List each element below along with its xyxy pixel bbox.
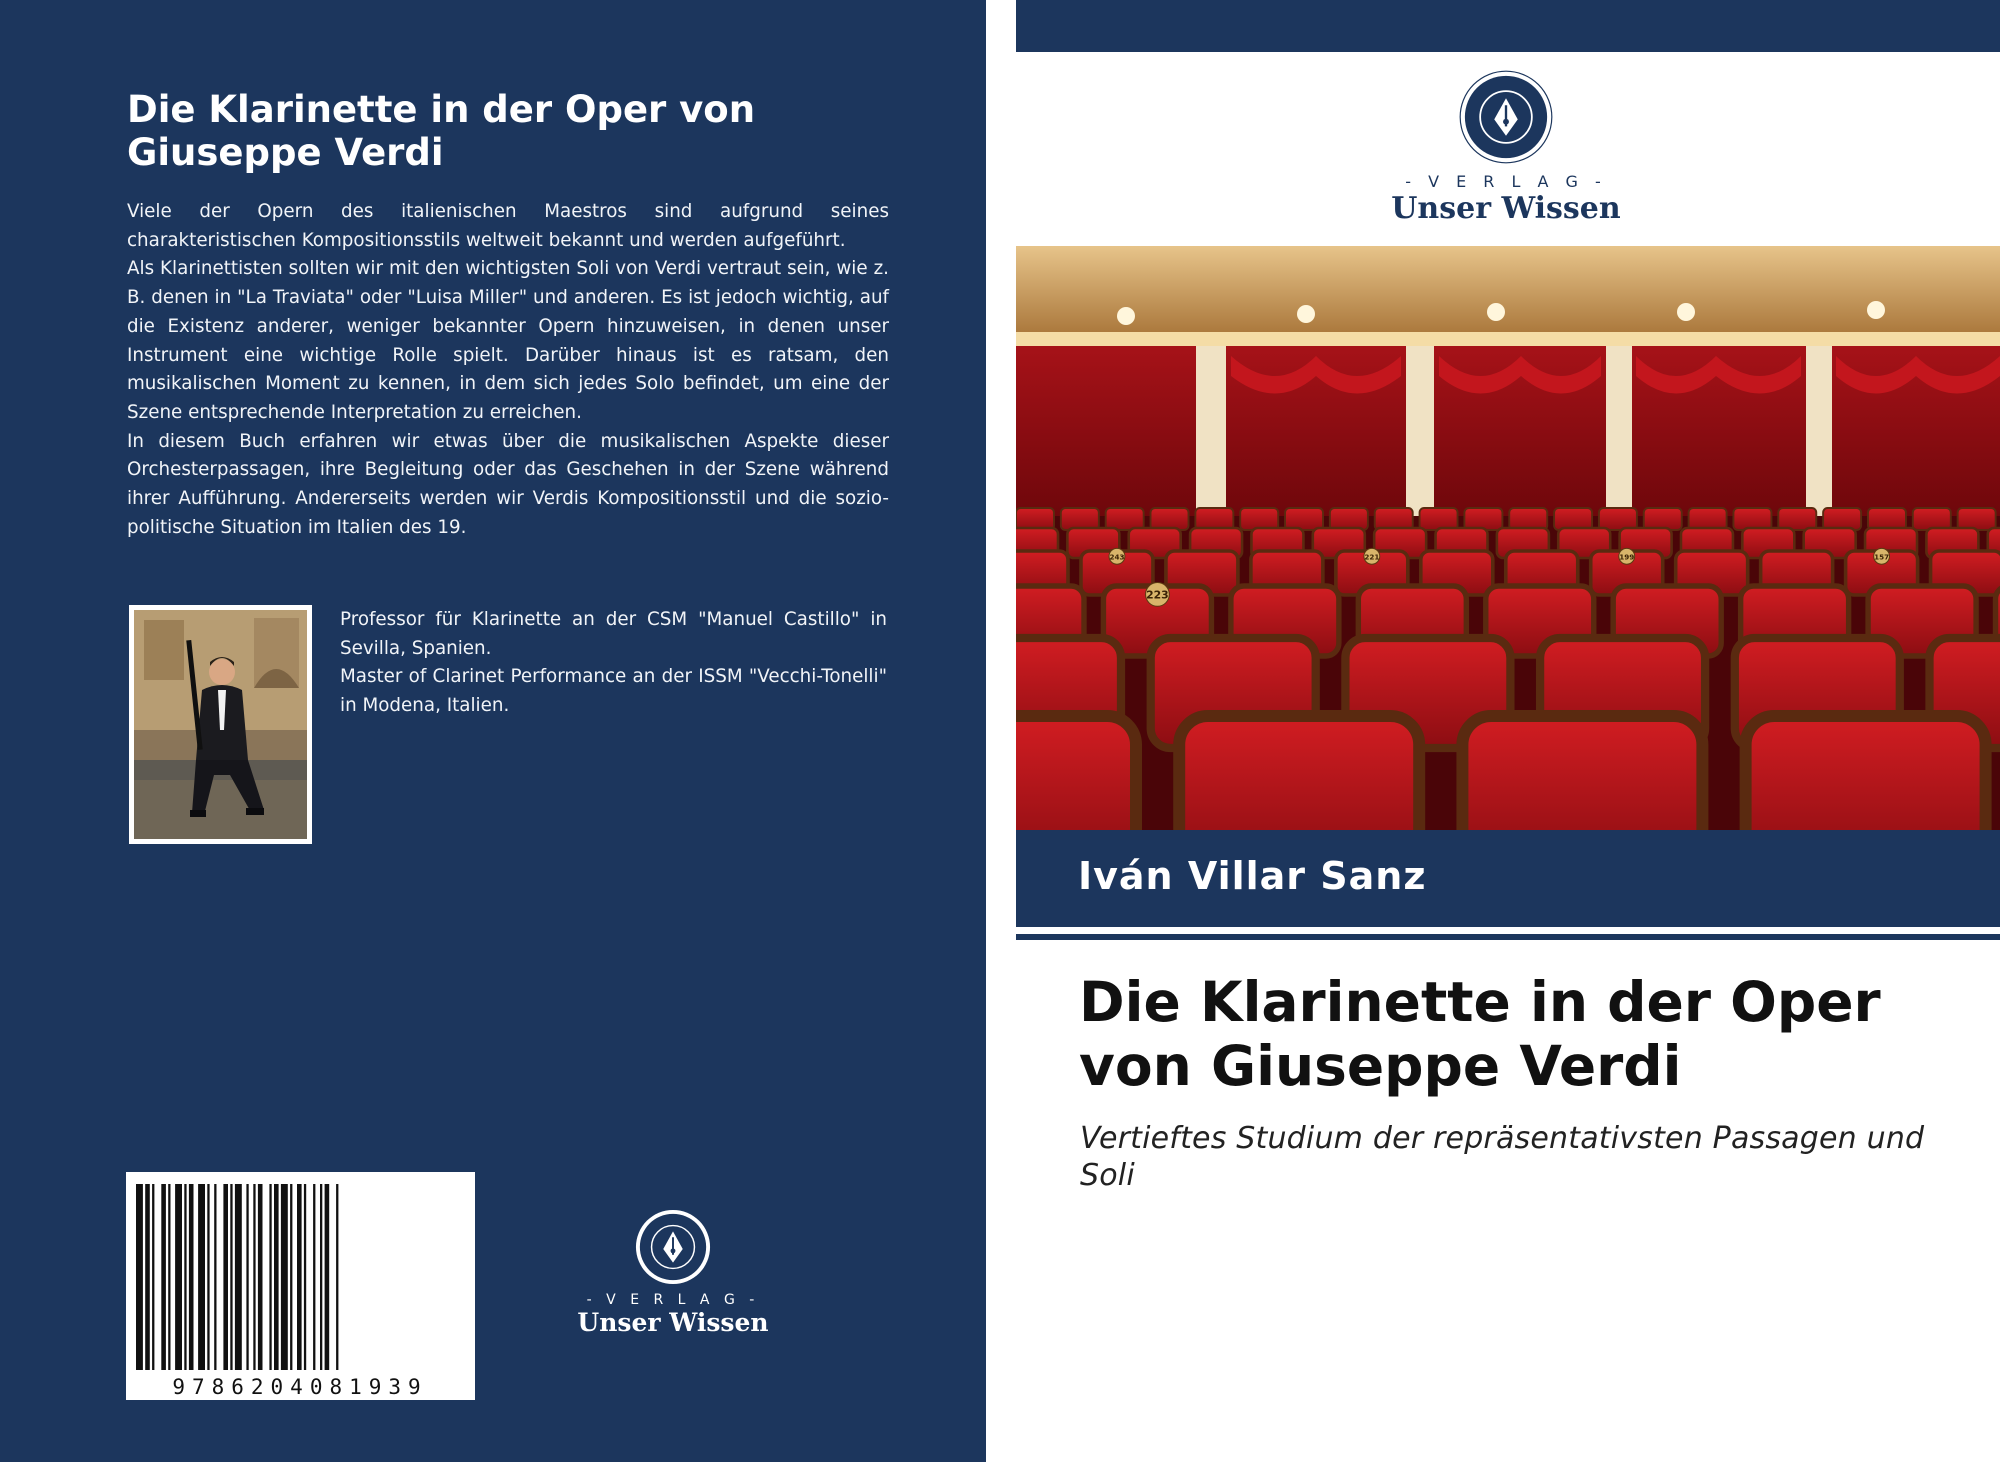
barcode-bar — [230, 1184, 232, 1370]
isbn-number: 9786204081939 — [172, 1375, 428, 1399]
theater-seat — [1462, 716, 1702, 830]
publisher-logo-back — [560, 1208, 786, 1337]
barcode-bar — [189, 1184, 194, 1370]
theater-seat — [1179, 716, 1419, 830]
publisher-logo-front — [1356, 70, 1656, 226]
author-photo — [129, 605, 312, 844]
back-cover-blurb — [127, 198, 889, 542]
author-band — [1016, 830, 2000, 927]
barcode-bar — [198, 1184, 205, 1370]
seat-number: 223 — [1146, 588, 1169, 602]
front-cover — [1016, 0, 2000, 1462]
seat-number: 157 — [1874, 552, 1890, 562]
divider-rule — [1016, 934, 2000, 940]
pen-nib-icon — [634, 1208, 712, 1286]
publisher-name: Unser Wissen — [577, 1308, 769, 1337]
barcode-bar — [313, 1184, 315, 1370]
barcode-bar — [325, 1184, 330, 1370]
barcode-bar — [336, 1184, 338, 1370]
barcode-bar — [274, 1184, 279, 1370]
bio-line: Professor für Klarinette an der CSM "Manuel Castillo" in Sevilla, Spanien. — [340, 609, 887, 659]
barcode-icon — [126, 1172, 475, 1400]
publisher-verlag-label: - V E R L A G - — [586, 1292, 760, 1308]
barcode-bar — [152, 1184, 154, 1370]
isbn-barcode — [126, 1172, 475, 1400]
barcode-bar — [269, 1184, 271, 1370]
barcode-bar — [258, 1184, 263, 1370]
bio-line: Master of Clarinet Performance an der ISSM "Vecchi-Tonelli" in Modena, Italien. — [340, 666, 887, 717]
blurb-paragraph: In diesem Buch erfahren wir etwas über die musikalischen Aspekte dieser Orchesterpassagen, ihre Begleitung oder das Geschehen in der Szene während ihrer Aufführung. Andererseits werden wir Verdis Kompositionsstil und die sozio-politische Situation im Italien des 19. — [127, 430, 889, 538]
barcode-bar — [320, 1184, 322, 1370]
blurb-paragraph: Viele der Opern des italienischen Maestros sind aufgrund seines charakteristischen Kompositionsstils weltweit bekannt und werden aufgeführt. — [127, 201, 889, 251]
back-cover-title: Die Klarinette in der Oper von Giuseppe Verdi — [127, 88, 756, 174]
blurb-paragraph: Als Klarinettisten sollten wir mit den wichtigsten Soli von Verdi vertraut sein, wie z. B. denen in "La Traviata" oder "Luisa Miller" und anderen. Es ist jedoch wichtig, auf die Existenz anderer, weniger bekannter Opern hinzuweisen, in denen unser Instrument eine wichtige Rolle spielt. Darüber hinaus ist es ratsam, den musikalischen Moment zu kennen, in dem sich jedes Solo befindet, um eine der Szene entsprechende Interpretation zu erreichen. — [127, 258, 889, 423]
barcode-bar — [304, 1184, 306, 1370]
author-name: Iván Villar Sanz — [1078, 854, 1427, 898]
barcode-bar — [290, 1184, 292, 1370]
publisher-name: Unser Wissen — [1391, 191, 1621, 226]
barcode-bar — [281, 1184, 288, 1370]
barcode-bar — [145, 1184, 150, 1370]
seat-number: 221 — [1364, 552, 1380, 562]
barcode-bar — [297, 1184, 302, 1370]
theater-seat — [1016, 716, 1136, 830]
theater-seat — [1746, 716, 1986, 830]
barcode-bar — [184, 1184, 186, 1370]
front-cover-title: Die Klarinette in der Oper von Giuseppe Verdi — [1079, 970, 1881, 1098]
barcode-bar — [214, 1184, 216, 1370]
pen-nib-icon — [1459, 70, 1553, 164]
barcode-bar — [253, 1184, 255, 1370]
barcode-bar — [223, 1184, 228, 1370]
barcode-bar — [161, 1184, 166, 1370]
author-bio — [340, 606, 887, 721]
back-cover — [0, 0, 986, 1462]
publisher-verlag-label: - V E R L A G - — [1405, 172, 1607, 191]
barcode-bar — [235, 1184, 242, 1370]
barcode-bar — [168, 1184, 170, 1370]
barcode-bar — [175, 1184, 182, 1370]
seat-number: 243 — [1109, 552, 1125, 562]
front-cover-subtitle: Vertieftes Studium der repräsentativsten Passagen und Soli — [1080, 1121, 1925, 1193]
barcode-bar — [246, 1184, 248, 1370]
barcode-bar — [207, 1184, 209, 1370]
barcode-bar — [136, 1184, 143, 1370]
seat-number: 199 — [1619, 552, 1635, 562]
theater-photo — [1016, 246, 2000, 830]
front-top-bar — [1016, 0, 2000, 52]
